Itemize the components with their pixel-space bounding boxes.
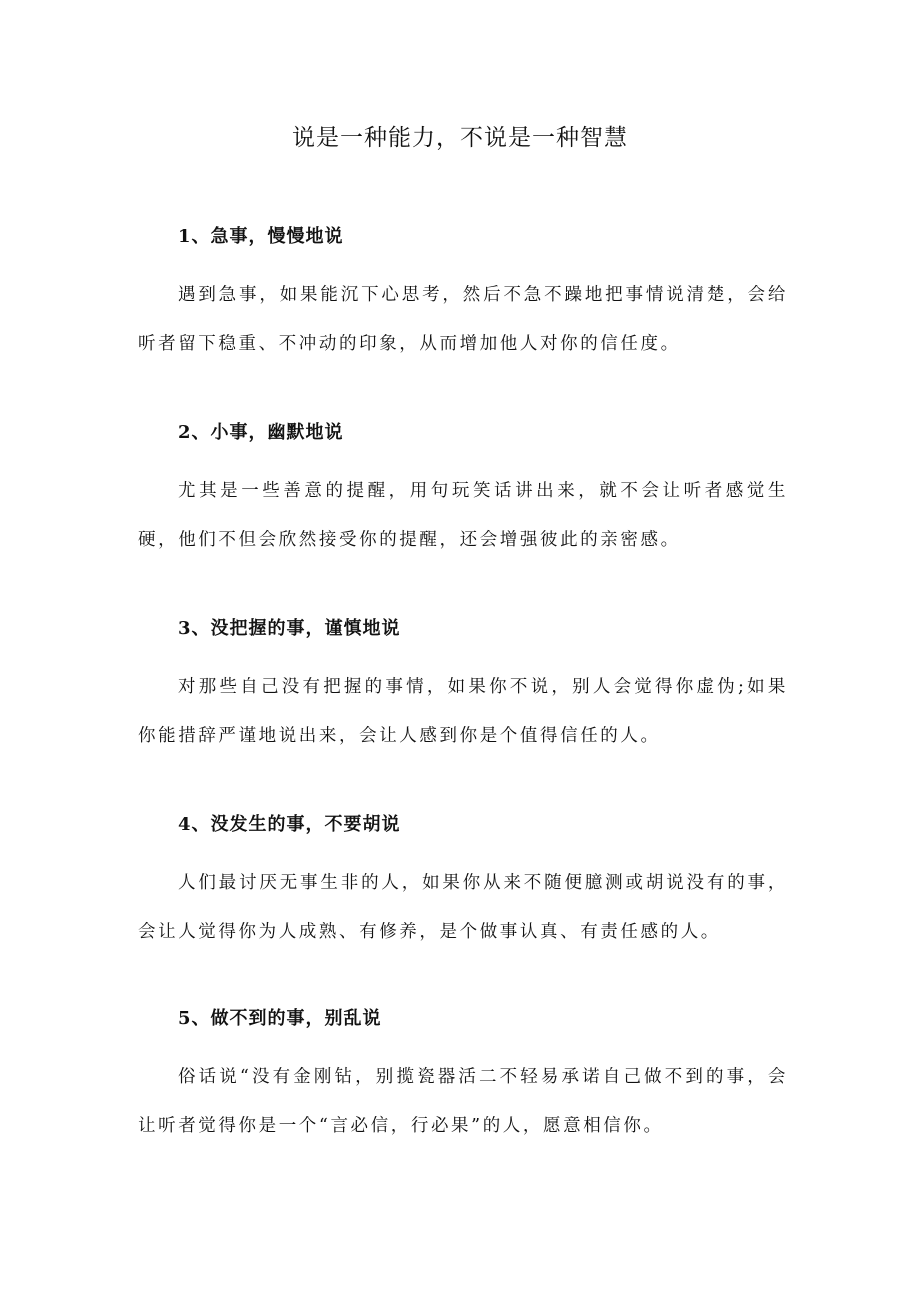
section-body: 遇到急事，如果能沉下心思考，然后不急不躁地把事情说清楚，会给听者留下稳重、不冲动的印象，从而增加他人对你的信任度。 [138,285,788,354]
section-4 [138,812,788,957]
section-body: 俗话说“没有金刚钻，别揽瓷器活二不轻易承诺自己做不到的事，会让听者觉得你是一个“言必信，行必果”的人，愿意相信你。 [138,1067,788,1136]
section-heading: 4、没发生的事，不要胡说 [178,814,401,835]
section-heading: 5、做不到的事，别乱说 [178,1008,382,1029]
section-2 [138,420,788,565]
document-title: 说是一种能力，不说是一种智慧 [292,125,628,151]
section-heading: 1、急事，慢慢地说 [178,226,344,247]
section-3 [138,616,788,761]
section-1 [138,224,788,369]
section-5 [138,1006,788,1151]
section-heading: 2、小事，幽默地说 [178,422,344,443]
section-body: 尤其是一些善意的提醒，用句玩笑话讲出来，就不会让听者感觉生硬，他们不但会欣然接受你的提醒，还会增强彼此的亲密感。 [138,481,788,550]
section-body: 人们最讨厌无事生非的人，如果你从来不随便臆测或胡说没有的事，会让人觉得你为人成熟、有修养，是个做事认真、有责任感的人。 [138,873,788,942]
section-body: 对那些自己没有把握的事情，如果你不说，别人会觉得你虚伪;如果你能措辞严谨地说出来，会让人感到你是个值得信任的人。 [138,677,788,746]
section-heading: 3、没把握的事，谨慎地说 [178,618,401,639]
